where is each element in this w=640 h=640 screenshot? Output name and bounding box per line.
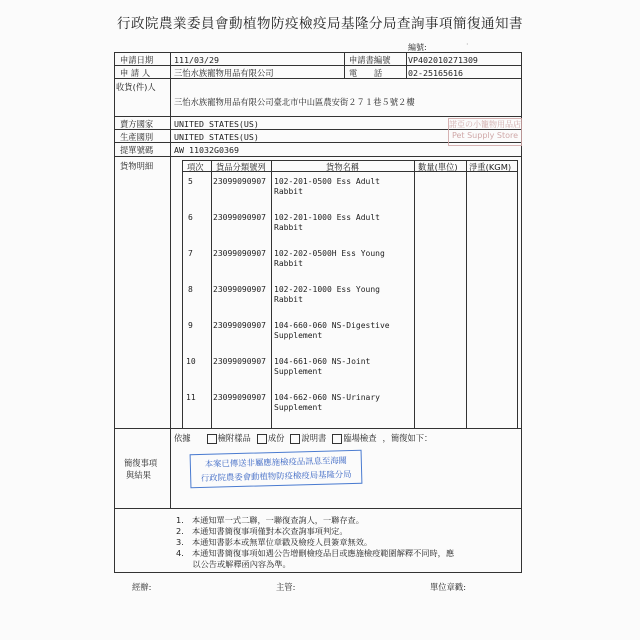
apply-date-value: 111/03/29 [174, 55, 219, 65]
header-code: 貨品分類號列 [216, 162, 266, 172]
col-divider [406, 52, 407, 78]
checkbox-icon[interactable] [332, 434, 342, 444]
reply-stamp-line2: 行政院農委會動植物防疫檢疫局基隆分局 [200, 469, 352, 483]
notes-list [176, 515, 454, 570]
reply-conclusion: ，簡復如下： [382, 433, 433, 443]
row-seq: 8 [188, 285, 193, 294]
reply-label-1: 簡復事項 [124, 458, 158, 468]
phone-label: 電 話 [349, 68, 383, 78]
basis-line [174, 432, 432, 444]
row-seq: 11 [186, 393, 196, 402]
table-divider [517, 160, 518, 428]
applicant-value: 三怡水族寵物用品有限公司 [174, 68, 274, 78]
option-manual[interactable] [290, 432, 326, 444]
option-composition[interactable] [257, 432, 285, 444]
document-title: 行政院農業委員會動植物防疫檢疫局基隆分局查詢事項簡復通知書 [117, 16, 523, 32]
reply-stamp-line1: 本案已傳送非屬應施檢疫品訊息至海關 [204, 455, 348, 469]
seller-country-value: UNITED STATES(US) [174, 119, 259, 129]
unit-seal-label: 單位章戳: [430, 582, 466, 592]
rule [114, 78, 522, 79]
supervisor-signature-label: 主管: [276, 582, 296, 592]
header-weight: 淨重(KGM) [469, 162, 512, 172]
option-sample-label: 檢附樣品 [217, 433, 251, 443]
row-name: 104-662-060 NS-Urinary Supplement [274, 393, 380, 412]
receiver-value: 三怡水族寵物用品有限公司臺北市中山區農安街２７１巷５號２樓 [174, 97, 415, 107]
table-divider [211, 160, 212, 428]
row-code: 23099090907 [213, 393, 266, 402]
note-item: 3. 本通知書影本或無單位章戳及檢疫人員簽章無效。 [176, 537, 373, 547]
reply-stamp [190, 450, 363, 488]
row-name: 102-201-0500 Ess Adult Rabbit [274, 177, 380, 196]
store-stamp-name: 諾亞の小籠物用品店 [449, 120, 521, 129]
col-divider [344, 52, 345, 78]
option-sample[interactable] [207, 432, 251, 444]
store-stamp [448, 118, 522, 146]
handler-signature-label: 經辦: [132, 582, 152, 592]
row-code: 23099090907 [213, 357, 266, 366]
header-name: 貨物名稱 [326, 162, 360, 172]
note-item: 以公告或解釋函內容為準。 [176, 559, 291, 569]
receiver-label: 收貨(件)人 [116, 82, 156, 92]
table-divider [182, 160, 183, 428]
origin-label: 生產國別 [120, 132, 154, 142]
table-divider [414, 160, 415, 428]
goods-label: 貨物明細 [120, 161, 154, 171]
rule [114, 156, 522, 157]
row-seq: 10 [186, 357, 196, 366]
note-item: 4. 本通知書簡復事項如遇公告增刪檢疫品目或應施檢疫範圍解釋不同時，應 [176, 548, 455, 558]
header-qty: 數量(單位) [418, 162, 458, 172]
row-code: 23099090907 [213, 321, 266, 330]
row-code: 23099090907 [213, 285, 266, 294]
rule [114, 428, 522, 429]
table-divider [466, 160, 467, 428]
row-name: 102-201-1000 Ess Adult Rabbit [274, 213, 380, 232]
row-seq: 9 [188, 321, 193, 330]
apply-date-label: 申請日期 [120, 55, 154, 65]
rule [114, 116, 522, 117]
row-name: 104-660-060 NS-Digestive Supplement [274, 321, 390, 340]
checkbox-icon[interactable] [207, 434, 217, 444]
checkbox-icon[interactable] [290, 434, 300, 444]
apply-no-value: VP402010271309 [408, 55, 478, 65]
store-stamp-english: Pet Supply Store [451, 131, 519, 140]
bill-label: 提單號碼 [120, 145, 154, 155]
row-name: 102-202-0500H Ess Young Rabbit [274, 249, 385, 268]
table-top-rule [182, 160, 517, 161]
table-divider [271, 160, 272, 428]
applicant-label: 申 請 人 [120, 68, 151, 78]
row-seq: 5 [188, 177, 193, 186]
checkbox-icon[interactable] [257, 434, 267, 444]
row-seq: 7 [188, 249, 193, 258]
basis-label: 依據 [174, 433, 191, 443]
reply-label-2: 與結果 [126, 470, 151, 480]
rule [114, 508, 522, 509]
rule [114, 65, 522, 66]
row-code: 23099090907 [213, 177, 266, 186]
row-seq: 6 [188, 213, 193, 222]
bill-value: AW 11032G0369 [174, 145, 239, 155]
option-composition-label: 成份 [267, 433, 285, 443]
row-name: 104-661-060 NS-Joint Supplement [274, 357, 371, 376]
note-item: 2. 本通知書簡復事項僅對本次查詢事項判定。 [176, 526, 348, 536]
phone-value: 02-25165616 [408, 68, 463, 78]
serial-value: · [466, 40, 469, 49]
seller-country-label: 賣方國家 [120, 119, 154, 129]
serial-label: 編號: [408, 43, 427, 52]
option-inspect[interactable] [332, 432, 376, 444]
row-name: 102-202-1000 Ess Young Rabbit [274, 285, 380, 304]
label-divider [170, 52, 171, 508]
note-item: 1. 本通知單一式二聯，一聯復查詢人，一聯存查。 [176, 515, 364, 525]
header-seq: 項次 [187, 162, 204, 172]
option-inspect-label: 臨場檢查 [343, 433, 377, 443]
row-code: 23099090907 [213, 213, 266, 222]
origin-value: UNITED STATES(US) [174, 132, 259, 142]
apply-no-label: 申請書編號 [349, 55, 391, 65]
row-code: 23099090907 [213, 249, 266, 258]
option-manual-label: 說明書 [301, 433, 327, 443]
